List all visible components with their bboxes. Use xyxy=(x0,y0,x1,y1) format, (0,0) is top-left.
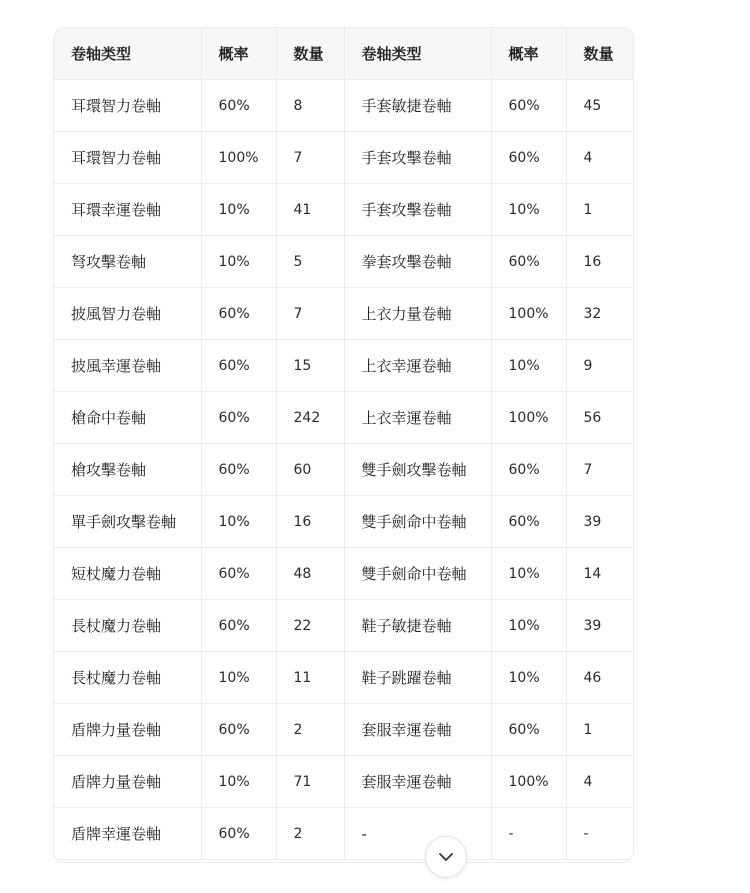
header-scroll-type: 卷轴类型 xyxy=(54,28,201,80)
cell-probability-2: 100% xyxy=(491,756,566,808)
header-scroll-type-2: 卷轴类型 xyxy=(344,28,491,80)
table-row xyxy=(54,392,634,444)
cell-quantity: 60 xyxy=(276,444,344,496)
cell-quantity-2: 14 xyxy=(566,548,634,600)
cell-scroll-type-2: 套服幸運卷軸 xyxy=(344,704,491,756)
cell-probability: 60% xyxy=(201,340,276,392)
cell-scroll-type-2: 手套攻擊卷軸 xyxy=(344,132,491,184)
table-row xyxy=(54,652,634,704)
cell-quantity: 5 xyxy=(276,236,344,288)
cell-quantity: 242 xyxy=(276,392,344,444)
cell-probability: 60% xyxy=(201,704,276,756)
table-row xyxy=(54,184,634,236)
table-body xyxy=(54,80,634,860)
cell-scroll-type: 槍命中卷軸 xyxy=(54,392,201,444)
table-row xyxy=(54,600,634,652)
cell-quantity: 16 xyxy=(276,496,344,548)
cell-quantity: 7 xyxy=(276,132,344,184)
scroll-down-button[interactable] xyxy=(425,836,467,878)
cell-quantity: 71 xyxy=(276,756,344,808)
cell-probability-2: 60% xyxy=(491,496,566,548)
cell-probability: 60% xyxy=(201,808,276,860)
cell-scroll-type-2: 鞋子敏捷卷軸 xyxy=(344,600,491,652)
chevron-down-icon xyxy=(438,852,454,862)
cell-probability-2: 60% xyxy=(491,704,566,756)
cell-scroll-type: 短杖魔力卷軸 xyxy=(54,548,201,600)
cell-scroll-type: 長杖魔力卷軸 xyxy=(54,652,201,704)
cell-quantity-2: 56 xyxy=(566,392,634,444)
table-row xyxy=(54,80,634,132)
scroll-probability-table xyxy=(54,28,634,860)
cell-scroll-type-2: - xyxy=(344,808,491,860)
table-header xyxy=(54,28,634,80)
cell-quantity: 15 xyxy=(276,340,344,392)
cell-quantity-2: 46 xyxy=(566,652,634,704)
cell-quantity: 22 xyxy=(276,600,344,652)
cell-probability: 10% xyxy=(201,496,276,548)
cell-scroll-type-2: 套服幸運卷軸 xyxy=(344,756,491,808)
cell-probability: 10% xyxy=(201,652,276,704)
cell-scroll-type-2: 雙手劍攻擊卷軸 xyxy=(344,444,491,496)
header-probability: 概率 xyxy=(201,28,276,80)
cell-scroll-type-2: 上衣力量卷軸 xyxy=(344,288,491,340)
cell-scroll-type: 披風幸運卷軸 xyxy=(54,340,201,392)
cell-probability-2: 60% xyxy=(491,132,566,184)
cell-quantity: 41 xyxy=(276,184,344,236)
table-header-row xyxy=(54,28,634,80)
cell-scroll-type: 耳環智力卷軸 xyxy=(54,80,201,132)
cell-quantity-2: 39 xyxy=(566,496,634,548)
cell-quantity-2: 32 xyxy=(566,288,634,340)
cell-scroll-type: 盾牌幸運卷軸 xyxy=(54,808,201,860)
table-row xyxy=(54,756,634,808)
cell-probability: 10% xyxy=(201,756,276,808)
cell-quantity-2: 1 xyxy=(566,184,634,236)
cell-quantity-2: 16 xyxy=(566,236,634,288)
cell-probability-2: 10% xyxy=(491,600,566,652)
cell-scroll-type: 披風智力卷軸 xyxy=(54,288,201,340)
cell-scroll-type: 弩攻擊卷軸 xyxy=(54,236,201,288)
cell-probability-2: 60% xyxy=(491,80,566,132)
cell-scroll-type: 長杖魔力卷軸 xyxy=(54,600,201,652)
cell-quantity: 7 xyxy=(276,288,344,340)
table-row xyxy=(54,808,634,860)
header-probability-2: 概率 xyxy=(491,28,566,80)
cell-quantity-2: 9 xyxy=(566,340,634,392)
cell-probability-2: 10% xyxy=(491,652,566,704)
cell-scroll-type: 槍攻擊卷軸 xyxy=(54,444,201,496)
table-row xyxy=(54,444,634,496)
cell-quantity: 2 xyxy=(276,704,344,756)
cell-probability-2: 60% xyxy=(491,444,566,496)
cell-scroll-type: 盾牌力量卷軸 xyxy=(54,704,201,756)
cell-scroll-type-2: 雙手劍命中卷軸 xyxy=(344,548,491,600)
cell-quantity: 8 xyxy=(276,80,344,132)
cell-probability-2: 100% xyxy=(491,392,566,444)
cell-quantity-2: - xyxy=(566,808,634,860)
cell-probability: 60% xyxy=(201,392,276,444)
scroll-table-container[interactable] xyxy=(53,27,634,863)
cell-scroll-type: 耳環智力卷軸 xyxy=(54,132,201,184)
header-quantity-2: 数量 xyxy=(566,28,634,80)
cell-probability-2: 100% xyxy=(491,288,566,340)
cell-scroll-type-2: 上衣幸運卷軸 xyxy=(344,392,491,444)
cell-quantity-2: 45 xyxy=(566,80,634,132)
cell-probability: 60% xyxy=(201,444,276,496)
cell-probability: 10% xyxy=(201,184,276,236)
cell-quantity: 2 xyxy=(276,808,344,860)
cell-probability-2: 10% xyxy=(491,548,566,600)
cell-scroll-type: 盾牌力量卷軸 xyxy=(54,756,201,808)
cell-quantity: 48 xyxy=(276,548,344,600)
cell-quantity: 11 xyxy=(276,652,344,704)
cell-scroll-type-2: 手套攻擊卷軸 xyxy=(344,184,491,236)
cell-probability: 100% xyxy=(201,132,276,184)
cell-quantity-2: 4 xyxy=(566,132,634,184)
cell-scroll-type-2: 拳套攻擊卷軸 xyxy=(344,236,491,288)
cell-scroll-type-2: 雙手劍命中卷軸 xyxy=(344,496,491,548)
cell-probability-2: - xyxy=(491,808,566,860)
cell-scroll-type-2: 手套敏捷卷軸 xyxy=(344,80,491,132)
table-row xyxy=(54,288,634,340)
header-quantity: 数量 xyxy=(276,28,344,80)
cell-quantity-2: 39 xyxy=(566,600,634,652)
cell-probability-2: 60% xyxy=(491,236,566,288)
cell-probability: 60% xyxy=(201,548,276,600)
cell-quantity-2: 4 xyxy=(566,756,634,808)
table-row xyxy=(54,132,634,184)
cell-probability: 60% xyxy=(201,80,276,132)
cell-scroll-type: 耳環幸運卷軸 xyxy=(54,184,201,236)
cell-quantity-2: 1 xyxy=(566,704,634,756)
cell-quantity-2: 7 xyxy=(566,444,634,496)
table-row xyxy=(54,340,634,392)
cell-probability-2: 10% xyxy=(491,184,566,236)
cell-scroll-type: 單手劍攻擊卷軸 xyxy=(54,496,201,548)
table-row xyxy=(54,548,634,600)
cell-probability: 10% xyxy=(201,236,276,288)
cell-scroll-type-2: 上衣幸運卷軸 xyxy=(344,340,491,392)
cell-probability: 60% xyxy=(201,288,276,340)
cell-probability: 60% xyxy=(201,600,276,652)
table-row xyxy=(54,236,634,288)
cell-scroll-type-2: 鞋子跳躍卷軸 xyxy=(344,652,491,704)
cell-probability-2: 10% xyxy=(491,340,566,392)
table-row xyxy=(54,704,634,756)
table-row xyxy=(54,496,634,548)
